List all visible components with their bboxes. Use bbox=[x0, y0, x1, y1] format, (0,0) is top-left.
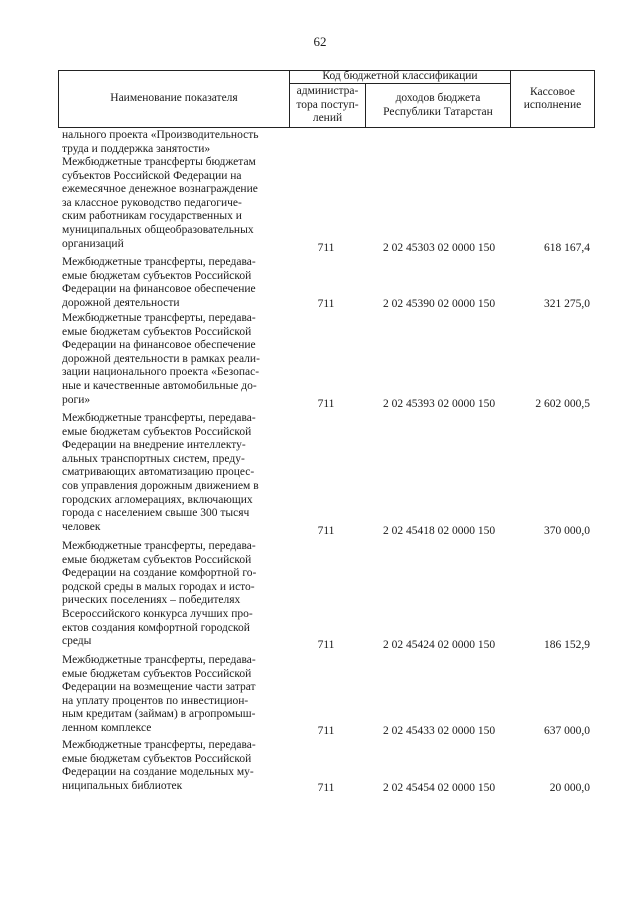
row-income-code: 2 02 45418 02 0000 150 bbox=[382, 525, 496, 537]
row-name: Межбюджетные трансферты, передава- емые бюджетам субъектов Российской Федерации на возмещение части затрат на уплату процентов по инвестицион- ным кредитам (займам) в агропромыш- ленном комплексе bbox=[62, 654, 256, 734]
row-name-continuation: нального проекта «Производительность труда и поддержка занятости» bbox=[62, 129, 259, 155]
row-name: Межбюджетные трансферты, передава- емые бюджетам субъектов Российской Федерации на создание комфортной го- родской среды в малых городах и исто- рических поселениях – победителях Всероссийского конкурса лучших про- ектов создания комфортной городской среды bbox=[62, 540, 257, 648]
header-budget-classification: Код бюджетной классификации bbox=[322, 70, 478, 83]
row-income-code: 2 02 45424 02 0000 150 bbox=[382, 639, 496, 651]
row-admin-code: 711 bbox=[317, 525, 335, 537]
row-name: Межбюджетные трансферты, передава- емые бюджетам субъектов Российской Федерации на создание модельных му- ниципальных библиотек bbox=[62, 739, 256, 792]
header-name-column: Наименование показателя bbox=[110, 92, 238, 105]
row-income-code: 2 02 45303 02 0000 150 bbox=[382, 242, 496, 254]
row-amount: 637 000,0 bbox=[544, 725, 590, 737]
page-number: 62 bbox=[313, 34, 327, 49]
row-admin-code: 711 bbox=[317, 242, 335, 254]
row-amount: 186 152,9 bbox=[544, 639, 590, 651]
header-cash-column: Кассовое исполнение bbox=[523, 85, 582, 111]
header-income-column: доходов бюджета Республики Татарстан bbox=[383, 92, 493, 118]
row-admin-code: 711 bbox=[317, 639, 335, 651]
row-income-code: 2 02 45393 02 0000 150 bbox=[382, 398, 496, 410]
row-name: Межбюджетные трансферты, передава- емые бюджетам субъектов Российской Федерации на финансовое обеспечение дорожной деятельности в рамках реали- зации национального проекта «Безопас- ные и качественные автомобильные до- роги» bbox=[62, 312, 260, 406]
row-income-code: 2 02 45390 02 0000 150 bbox=[382, 298, 496, 310]
row-admin-code: 711 bbox=[317, 398, 335, 410]
row-admin-code: 711 bbox=[317, 725, 335, 737]
row-income-code: 2 02 45433 02 0000 150 bbox=[382, 725, 496, 737]
row-amount: 618 167,4 bbox=[544, 242, 590, 254]
row-amount: 321 275,0 bbox=[544, 298, 590, 310]
row-amount: 2 602 000,5 bbox=[535, 398, 590, 410]
row-amount: 20 000,0 bbox=[549, 782, 590, 794]
row-income-code: 2 02 45454 02 0000 150 bbox=[382, 782, 496, 794]
row-admin-code: 711 bbox=[317, 782, 335, 794]
header-admin-column: администра- тора поступ- лений bbox=[296, 85, 359, 125]
row-admin-code: 711 bbox=[317, 298, 335, 310]
row-name: Межбюджетные трансферты, передава- емые бюджетам субъектов Российской Федерации на финансовое обеспечение дорожной деятельности bbox=[62, 256, 256, 309]
row-amount: 370 000,0 bbox=[544, 525, 590, 537]
row-name: Межбюджетные трансферты, передава- емые бюджетам субъектов Российской Федерации на внедрение интеллекту- альных транспортных систем, преду- сматривающих автоматизацию процес- сов управления дорожным движением в городских агломерациях, включающих города с населением свыше 300 тысяч человек bbox=[62, 412, 259, 533]
row-name: Межбюджетные трансферты бюджетам субъектов Российской Федерации на ежемесячное денежное вознаграждение за классное руководство педагогиче- ским работникам государственных и муниципальных общеобразовательных организаций bbox=[62, 156, 258, 250]
